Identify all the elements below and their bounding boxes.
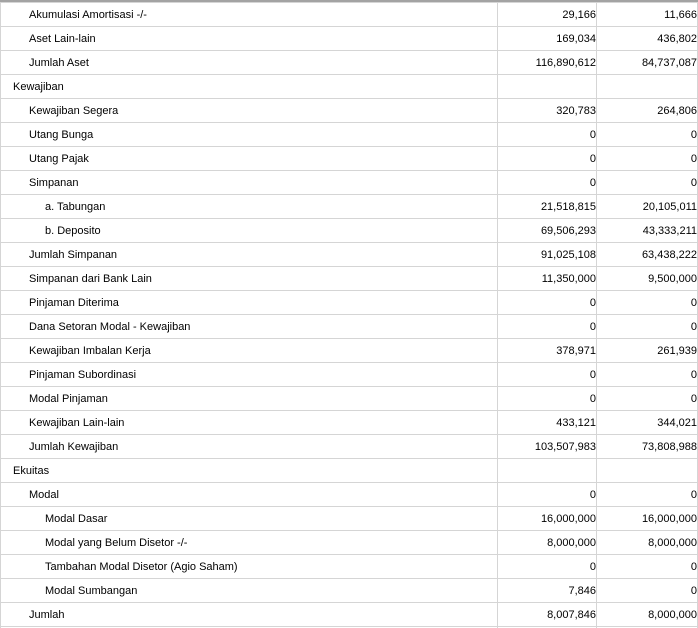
row-label-cell xyxy=(1,315,498,339)
row-value-col2: 63,438,222 xyxy=(597,243,698,267)
table-row xyxy=(1,579,698,603)
table-row xyxy=(1,435,698,459)
row-label: Jumlah xyxy=(29,608,65,621)
row-label: Kewajiban Imbalan Kerja xyxy=(29,344,151,357)
row-label: Modal yang Belum Disetor -/- xyxy=(45,536,188,549)
table-row xyxy=(1,51,698,75)
row-label-cell xyxy=(1,603,498,627)
row-label: Jumlah Kewajiban xyxy=(29,440,119,453)
table-row xyxy=(1,123,698,147)
table-row xyxy=(1,507,698,531)
table-row xyxy=(1,3,698,27)
row-value-col1: 169,034 xyxy=(498,27,597,51)
row-value-col2 xyxy=(597,75,698,99)
row-label: Kewajiban Lain-lain xyxy=(29,416,125,429)
row-label-cell xyxy=(1,171,498,195)
row-value-col2: 73,808,988 xyxy=(597,435,698,459)
row-label-cell xyxy=(1,411,498,435)
row-value-col2: 0 xyxy=(597,579,698,603)
row-label-cell xyxy=(1,195,498,219)
table-row xyxy=(1,243,698,267)
row-value-col1: 0 xyxy=(498,171,597,195)
row-value-col1: 21,518,815 xyxy=(498,195,597,219)
row-value-col2: 436,802 xyxy=(597,27,698,51)
row-value-col1: 0 xyxy=(498,387,597,411)
row-label-cell xyxy=(1,483,498,507)
table-row xyxy=(1,411,698,435)
row-value-col2: 43,333,211 xyxy=(597,219,698,243)
row-label-cell xyxy=(1,531,498,555)
table-row xyxy=(1,459,698,483)
row-label-cell xyxy=(1,555,498,579)
row-label-cell xyxy=(1,123,498,147)
row-value-col1: 11,350,000 xyxy=(498,267,597,291)
row-value-col1: 0 xyxy=(498,555,597,579)
row-value-col2: 0 xyxy=(597,291,698,315)
row-label-cell xyxy=(1,3,498,27)
row-label-cell xyxy=(1,75,498,99)
row-value-col1: 0 xyxy=(498,363,597,387)
row-value-col2: 8,000,000 xyxy=(597,603,698,627)
table-row xyxy=(1,315,698,339)
row-label-cell xyxy=(1,387,498,411)
row-value-col1: 16,000,000 xyxy=(498,507,597,531)
row-value-col1: 320,783 xyxy=(498,99,597,123)
row-value-col1: 8,000,000 xyxy=(498,531,597,555)
row-value-col1: 116,890,612 xyxy=(498,51,597,75)
row-value-col2: 264,806 xyxy=(597,99,698,123)
row-value-col2: 0 xyxy=(597,387,698,411)
row-value-col2: 9,500,000 xyxy=(597,267,698,291)
row-value-col2: 344,021 xyxy=(597,411,698,435)
row-value-col2: 0 xyxy=(597,483,698,507)
row-value-col1: 103,507,983 xyxy=(498,435,597,459)
row-label: Kewajiban xyxy=(13,80,64,93)
table-row xyxy=(1,27,698,51)
row-label-cell xyxy=(1,579,498,603)
row-value-col1: 378,971 xyxy=(498,339,597,363)
row-value-col1: 8,007,846 xyxy=(498,603,597,627)
row-value-col1: 0 xyxy=(498,147,597,171)
row-label: Aset Lain-lain xyxy=(29,32,96,45)
row-label: Utang Pajak xyxy=(29,152,89,165)
row-label-cell xyxy=(1,99,498,123)
row-value-col2: 261,939 xyxy=(597,339,698,363)
row-value-col2: 0 xyxy=(597,171,698,195)
table-row xyxy=(1,99,698,123)
table-row xyxy=(1,267,698,291)
row-label: Kewajiban Segera xyxy=(29,104,119,117)
row-value-col1: 29,166 xyxy=(498,3,597,27)
table-row xyxy=(1,291,698,315)
row-label: Utang Bunga xyxy=(29,128,94,141)
row-label: a. Tabungan xyxy=(45,200,106,213)
row-value-col1: 433,121 xyxy=(498,411,597,435)
row-label: Ekuitas xyxy=(13,464,50,477)
row-label-cell xyxy=(1,291,498,315)
row-value-col2: 84,737,087 xyxy=(597,51,698,75)
row-value-col1: 0 xyxy=(498,483,597,507)
row-label-cell xyxy=(1,267,498,291)
table-row xyxy=(1,483,698,507)
row-label: Tambahan Modal Disetor (Agio Saham) xyxy=(45,560,238,573)
row-value-col2 xyxy=(597,459,698,483)
row-label-cell xyxy=(1,459,498,483)
table-row xyxy=(1,555,698,579)
row-value-col2: 0 xyxy=(597,123,698,147)
row-label: b. Deposito xyxy=(45,224,101,237)
row-value-col2: 0 xyxy=(597,315,698,339)
row-label: Jumlah Simpanan xyxy=(29,248,118,261)
row-value-col2: 11,666 xyxy=(597,3,698,27)
row-value-col1: 91,025,108 xyxy=(498,243,597,267)
table-row xyxy=(1,195,698,219)
row-value-col1: 69,506,293 xyxy=(498,219,597,243)
row-label: Modal Pinjaman xyxy=(29,392,108,405)
row-label: Modal xyxy=(29,488,59,501)
table-row xyxy=(1,147,698,171)
row-label: Pinjaman Diterima xyxy=(29,296,119,309)
row-label: Jumlah Aset xyxy=(29,56,89,69)
table-row xyxy=(1,603,698,627)
row-value-col2: 16,000,000 xyxy=(597,507,698,531)
balance-sheet-table xyxy=(0,2,698,628)
row-label-cell xyxy=(1,219,498,243)
row-label-cell xyxy=(1,339,498,363)
row-label-cell xyxy=(1,51,498,75)
table-row xyxy=(1,363,698,387)
row-label: Simpanan xyxy=(29,176,79,189)
row-value-col2: 8,000,000 xyxy=(597,531,698,555)
row-label-cell xyxy=(1,27,498,51)
table-row xyxy=(1,219,698,243)
row-label: Modal Sumbangan xyxy=(45,584,138,597)
row-value-col1: 0 xyxy=(498,123,597,147)
row-value-col1 xyxy=(498,459,597,483)
table-body xyxy=(1,3,698,628)
table-row xyxy=(1,75,698,99)
row-label-cell xyxy=(1,243,498,267)
row-value-col2: 0 xyxy=(597,363,698,387)
row-label: Pinjaman Subordinasi xyxy=(29,368,137,381)
row-value-col1 xyxy=(498,75,597,99)
row-value-col1: 7,846 xyxy=(498,579,597,603)
row-value-col2: 0 xyxy=(597,555,698,579)
row-label: Akumulasi Amortisasi -/- xyxy=(29,8,147,21)
row-label-cell xyxy=(1,147,498,171)
row-value-col1: 0 xyxy=(498,315,597,339)
row-label-cell xyxy=(1,507,498,531)
row-label: Dana Setoran Modal - Kewajiban xyxy=(29,320,191,333)
row-label: Modal Dasar xyxy=(45,512,108,525)
table-row xyxy=(1,531,698,555)
row-value-col2: 20,105,011 xyxy=(597,195,698,219)
row-label-cell xyxy=(1,363,498,387)
row-label-cell xyxy=(1,435,498,459)
table-row xyxy=(1,171,698,195)
row-label: Simpanan dari Bank Lain xyxy=(29,272,152,285)
row-value-col1: 0 xyxy=(498,291,597,315)
table-row xyxy=(1,387,698,411)
row-value-col2: 0 xyxy=(597,147,698,171)
table-row xyxy=(1,339,698,363)
